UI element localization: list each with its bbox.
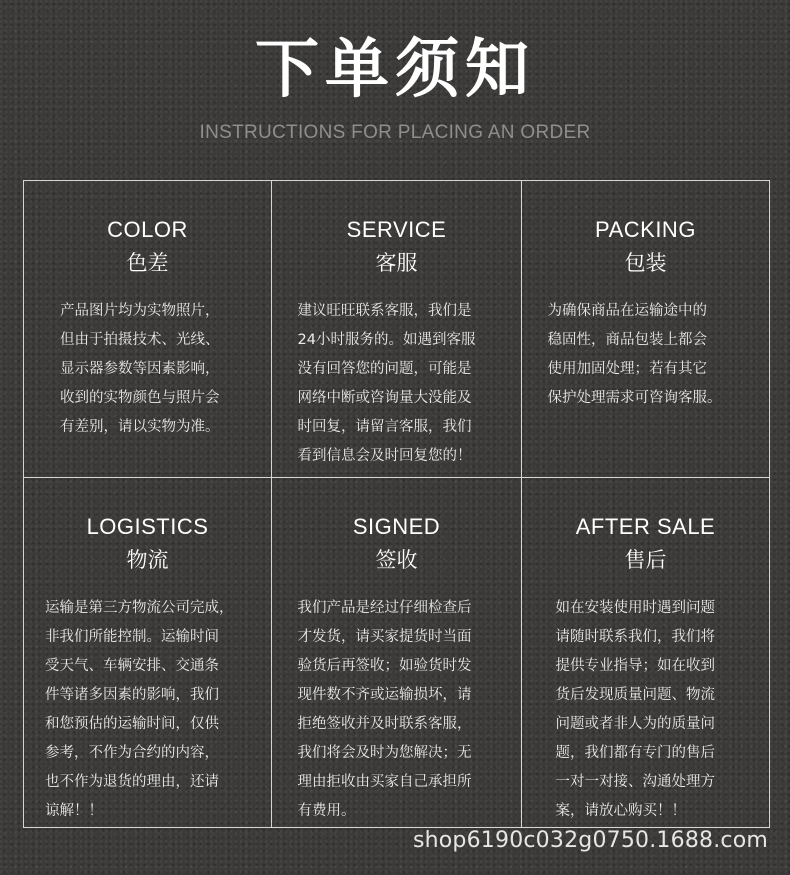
section-description <box>556 594 736 826</box>
description-line: 产品图片均为实物照片， <box>60 303 220 319</box>
description-line: 拒绝签收并及时联系客服， <box>297 716 472 732</box>
description-line: 一对一对接、沟通处理方 <box>555 774 715 790</box>
section-title-en: AFTER SALE <box>575 514 716 539</box>
section-packing <box>522 181 769 478</box>
description-line: 看到信息会及时回复您的！ <box>297 448 472 464</box>
description-line: 但由于拍摄技术、光线、 <box>60 332 220 348</box>
description-line: 验货后再签收；如验货时发 <box>297 658 472 674</box>
section-description <box>298 297 496 471</box>
section-title-en: SERVICE <box>346 217 447 242</box>
description-line: 非我们所能控制。运输时间 <box>45 629 219 645</box>
section-title-en: COLOR <box>107 217 188 242</box>
section-title-cn: 物流 <box>126 548 169 572</box>
description-line: 我们产品是经过仔细检查后 <box>297 600 472 616</box>
section-description <box>548 297 744 413</box>
section-title-en: PACKING <box>595 217 696 242</box>
description-line: 运输是第三方物流公司完成， <box>45 600 234 616</box>
description-line: 才发货，请买家提货时当面 <box>297 629 472 645</box>
description-line: 请随时联系我们，我们将 <box>555 629 715 645</box>
description-line: 受天气、车辆安排、交通条 <box>45 658 219 674</box>
description-line: 保护处理需求可咨询客服。 <box>547 390 722 406</box>
description-line: 我们将会及时为您解决；无 <box>297 745 472 761</box>
section-title-cn: 客服 <box>375 251 418 275</box>
description-line: 理由拒收由买家自己承担所 <box>297 774 472 790</box>
description-line: 谅解！！ <box>45 803 103 819</box>
description-line: 网络中断或咨询量大没能及 <box>297 390 472 406</box>
description-line: 有费用。 <box>297 803 356 819</box>
section-title-cn: 签收 <box>375 548 418 572</box>
section-after-sale <box>522 478 769 827</box>
description-line: 没有回答您的问题，可能是 <box>297 361 472 377</box>
section-service <box>272 181 522 478</box>
description-line: 问题或者非人为的质量问 <box>555 716 715 732</box>
description-line: 案，请放心购买！！ <box>555 803 686 819</box>
description-line: 题，我们都有专门的售后 <box>555 745 715 761</box>
section-description <box>45 594 250 826</box>
description-line: 件等诸多因素的影响，我们 <box>45 687 219 703</box>
description-line: 显示器参数等因素影响， <box>60 361 220 377</box>
description-line: 稳固性，商品包装上都会 <box>547 332 707 348</box>
section-title-en: SIGNED <box>352 514 441 539</box>
page-subtitle: INSTRUCTIONS FOR PLACING AN ORDER <box>199 122 591 143</box>
description-line: 如在安装使用时遇到问题 <box>555 600 715 616</box>
section-title-cn: 色差 <box>126 251 169 275</box>
description-line: 为确保商品在运输途中的 <box>547 303 707 319</box>
page-title: 下单须知 <box>255 33 535 107</box>
description-line: 有差别，请以实物为准。 <box>60 419 220 435</box>
shop-watermark: shop6190c032g0750.1688.com <box>412 828 768 853</box>
section-logistics <box>24 478 272 827</box>
section-signed <box>272 478 522 827</box>
description-line: 收到的实物颜色与照片会 <box>60 390 220 406</box>
section-description <box>298 594 496 826</box>
section-description <box>60 297 235 442</box>
description-line: 建议旺旺联系客服，我们是 <box>297 303 472 319</box>
section-title-cn: 包装 <box>624 251 667 275</box>
description-line: 也不作为退货的理由，还请 <box>45 774 219 790</box>
section-title-cn: 售后 <box>624 548 667 572</box>
description-line: 提供专业指导；如在收到 <box>555 658 715 674</box>
section-color <box>24 181 272 478</box>
description-line: 参考，不作为合约的内容， <box>45 745 219 761</box>
section-title-en: LOGISTICS <box>86 514 209 539</box>
description-line: 和您预估的运输时间，仅供 <box>45 716 219 732</box>
description-line: 使用加固处理；若有其它 <box>547 361 707 377</box>
description-line: 时回复，请留言客服，我们 <box>297 419 472 435</box>
description-line: 现件数不齐或运输损坏，请 <box>297 687 472 703</box>
instructions-grid <box>23 180 770 828</box>
description-line: 24小时服务的。如遇到客服 <box>297 332 476 348</box>
description-line: 货后发现质量问题、物流 <box>555 687 715 703</box>
